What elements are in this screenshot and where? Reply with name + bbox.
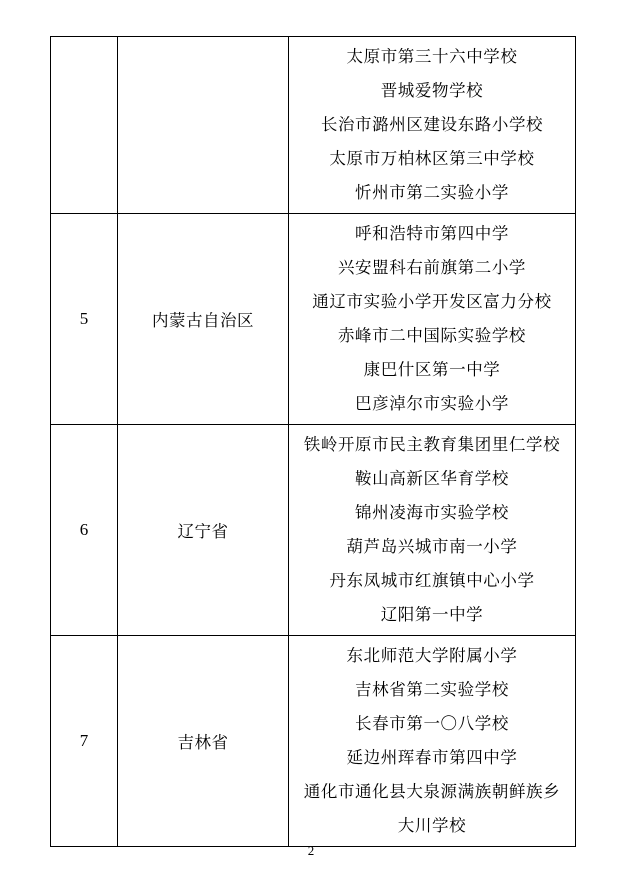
school-name: 晋城爱物学校 [380,81,484,100]
row-number-cell [51,37,118,214]
school-name: 铁岭开原市民主教育集团里仁学校 [303,435,561,454]
schools-cell [289,636,576,847]
school-name: 呼和浩特市第四中学 [355,224,509,243]
schools-cell [289,425,576,636]
table-body [51,37,576,847]
school-name: 赤峰市二中国际实验学校 [337,326,527,345]
schools-cell [289,214,576,425]
school-name: 通辽市实验小学开发区富力分校 [312,292,552,311]
table-row [51,37,576,214]
school-name: 辽阳第一中学 [380,605,484,624]
school-name: 延边州珲春市第四中学 [346,748,518,767]
school-name: 通化市通化县大泉源满族朝鲜族乡 [303,782,561,801]
table-row [51,425,576,636]
school-name: 大川学校 [397,816,467,835]
schools-cell [289,37,576,214]
province-cell: 内蒙古自治区 [118,214,289,425]
school-name: 康巴什区第一中学 [363,360,501,379]
school-name: 吉林省第二实验学校 [355,680,509,699]
school-name: 鞍山高新区华育学校 [355,469,509,488]
school-name: 锦州凌海市实验学校 [355,503,509,522]
school-name: 兴安盟科右前旗第二小学 [337,258,527,277]
school-name: 葫芦岛兴城市南一小学 [346,537,518,556]
row-number-cell: 6 [51,425,118,636]
school-name: 太原市万柏林区第三中学校 [329,149,535,168]
school-name: 巴彦淖尔市实验小学 [355,394,509,413]
province-cell: 吉林省 [118,636,289,847]
school-name: 东北师范大学附属小学 [346,646,518,665]
row-number-cell: 7 [51,636,118,847]
row-number-cell: 5 [51,214,118,425]
table-row [51,636,576,847]
school-list-table [50,36,576,847]
school-name: 长春市第一〇八学校 [355,714,509,733]
school-name: 长治市潞州区建设东路小学校 [320,115,544,134]
school-name: 忻州市第二实验小学 [355,183,509,202]
school-name: 太原市第三十六中学校 [346,47,518,66]
school-name: 丹东凤城市红旗镇中心小学 [329,571,535,590]
province-cell [118,37,289,214]
page-number: 2 [307,843,315,858]
province-cell: 辽宁省 [118,425,289,636]
table-row [51,214,576,425]
